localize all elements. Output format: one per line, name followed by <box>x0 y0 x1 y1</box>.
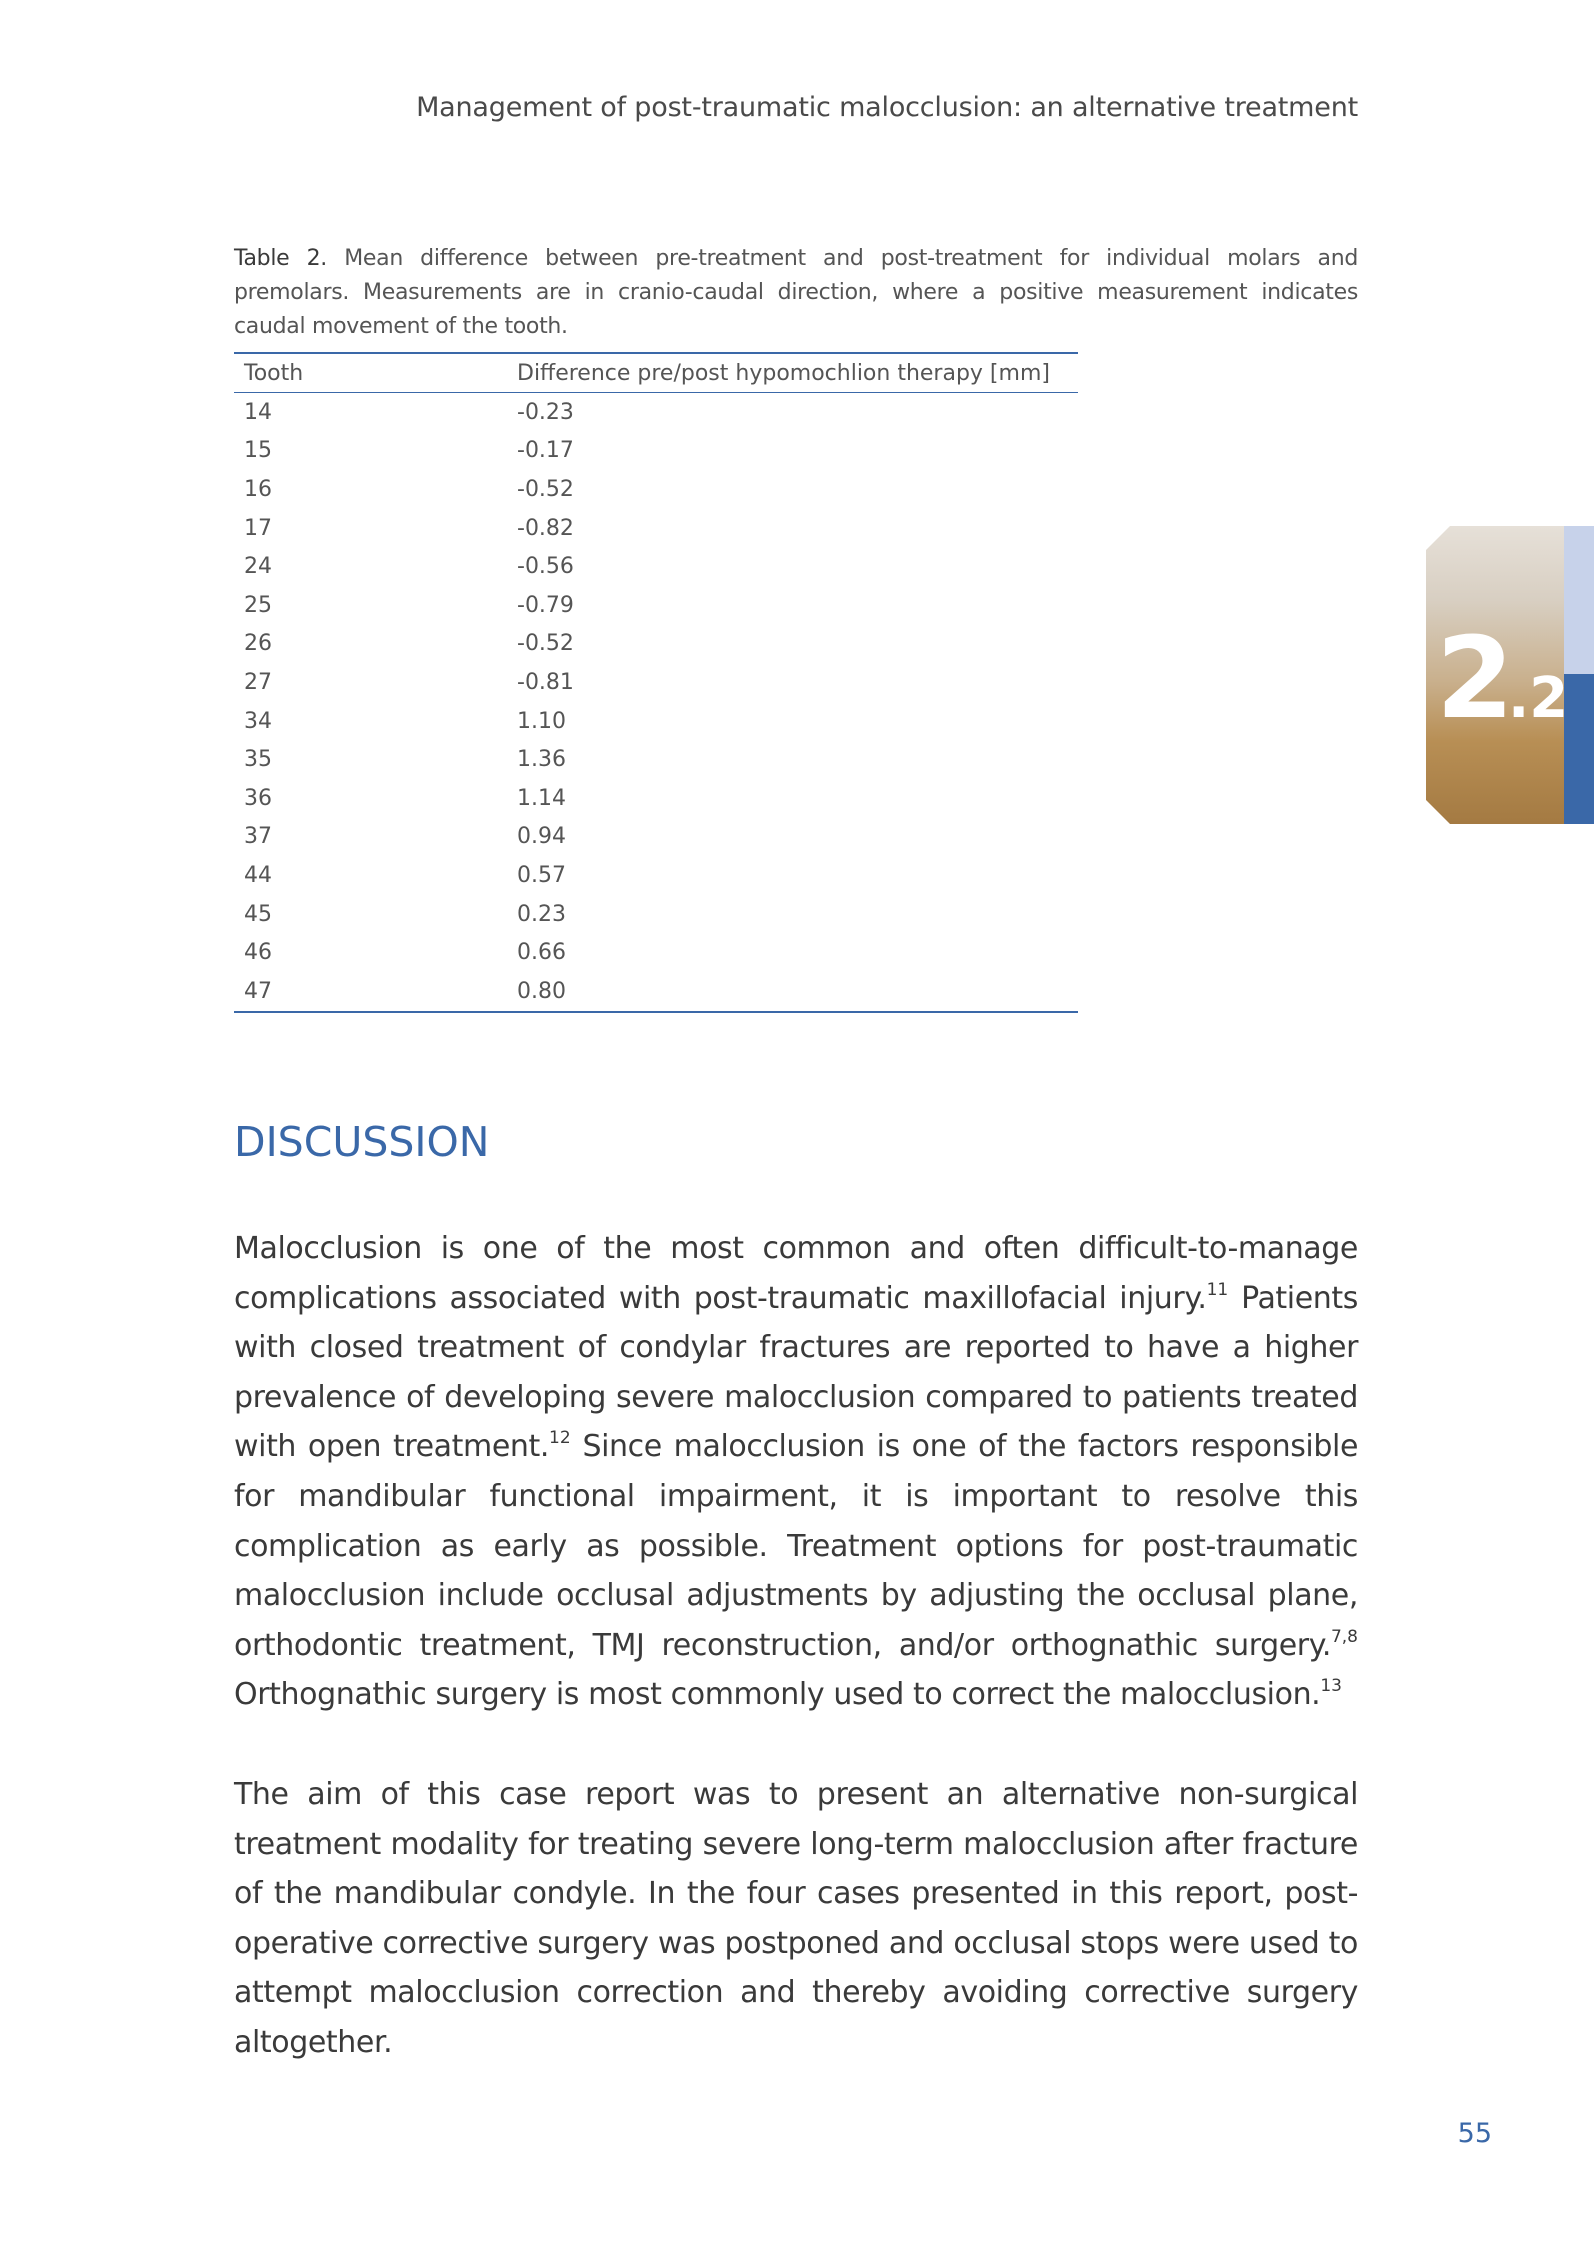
citation-ref: 12 <box>549 1428 571 1449</box>
cell-tooth: 46 <box>244 940 272 966</box>
cell-tooth: 36 <box>244 785 272 811</box>
table-row <box>234 818 1078 857</box>
table-header-row <box>234 353 1078 393</box>
table-caption <box>234 242 1358 344</box>
column-header-tooth: Tooth <box>234 353 507 393</box>
cell-difference: -0.52 <box>517 631 574 657</box>
paragraph-text: Orthognathic surgery is most commonly used to correct the malocclusion. <box>234 1677 1321 1713</box>
chapter-number <box>1436 614 1568 744</box>
column-header-difference: Difference pre/post hypomochlion therapy [mm] <box>507 353 1078 393</box>
cell-tooth: 15 <box>244 438 272 464</box>
cell-tooth: 44 <box>244 862 272 888</box>
discussion-paragraph-2: The aim of this case report was to present an alternative non-surgical treatment modality for treating severe long-term malocclusion after fracture of the mandibular condyle. In the four cases presented in this report, post-operative corrective surgery was postponed and occlusal stops were used to attempt malocclusion correction and thereby avoiding corrective surgery altogether. <box>234 1777 1358 2060</box>
table-row <box>234 470 1078 509</box>
table-caption-label: Table 2. <box>234 246 327 271</box>
cell-tooth: 26 <box>244 631 272 657</box>
table-row <box>234 779 1078 818</box>
cell-difference: -0.52 <box>517 476 574 502</box>
cell-tooth: 14 <box>244 399 272 425</box>
chapter-number-main: 2 <box>1436 614 1508 744</box>
page-number: 55 <box>1457 2118 1492 2149</box>
cell-difference: 0.94 <box>517 824 566 850</box>
table-row <box>234 895 1078 934</box>
cell-tooth: 34 <box>244 708 272 734</box>
table-row <box>234 547 1078 586</box>
table-row <box>234 625 1078 664</box>
cell-tooth: 37 <box>244 824 272 850</box>
cell-difference: 0.66 <box>517 940 566 966</box>
paragraph-text: Malocclusion is one of the most common and often difficult-to-manage complications associated with post-traumatic maxillofacial injury. <box>234 1231 1358 1316</box>
cell-difference: -0.81 <box>517 669 574 695</box>
cell-difference: -0.82 <box>517 515 574 541</box>
chapter-tab <box>1426 526 1594 824</box>
table-row <box>234 856 1078 895</box>
table-row <box>234 586 1078 625</box>
chapter-number-sub: .2 <box>1507 666 1569 731</box>
section-heading-discussion: DISCUSSION <box>234 1118 490 1166</box>
cell-difference: -0.56 <box>517 554 574 580</box>
paragraph-text: Since malocclusion is one of the factors responsible for mandibular functional impairment, it is important to resolve this complication as early as possible. Treatment options for post-traumatic malocclusion include occlusal adjustments by adjusting the occlusal plane, orthodontic treatment, TMJ reconstruction, and/or orthognathic surgery. <box>234 1429 1359 1663</box>
running-header: Management of post-traumatic malocclusion: an alternative treatment <box>416 92 1358 123</box>
cell-tooth: 25 <box>244 592 272 618</box>
cell-difference: -0.23 <box>517 399 574 425</box>
chapter-tab-bar-dark <box>1564 674 1594 824</box>
cell-difference: 0.23 <box>517 901 566 927</box>
cell-difference: 1.14 <box>517 785 566 811</box>
table-row <box>234 432 1078 471</box>
table-row <box>234 393 1078 432</box>
table-row <box>234 933 1078 972</box>
discussion-paragraph-1 <box>234 1224 1358 1720</box>
cell-difference: 1.10 <box>517 708 566 734</box>
table-caption-text: Mean difference between pre-treatment and post-treatment for individual molars and premolars. Measurements are in cranio-caudal direction, where a positive measurement indicates caudal movement of the tooth. <box>234 246 1359 339</box>
cell-tooth: 24 <box>244 554 272 580</box>
paragraph-text: Patients with closed treatment of condylar fractures are reported to have a higher prevalence of developing severe malocclusion compared to patients treated with open treatment. <box>234 1280 1358 1465</box>
cell-difference: 0.57 <box>517 862 566 888</box>
results-table <box>234 352 1078 1013</box>
chapter-tab-bar-light <box>1564 526 1594 674</box>
table-row <box>234 663 1078 702</box>
cell-tooth: 47 <box>244 978 272 1004</box>
table-row <box>234 972 1078 1012</box>
cell-tooth: 27 <box>244 669 272 695</box>
table-row <box>234 509 1078 548</box>
citation-ref: 13 <box>1320 1676 1342 1697</box>
cell-difference: -0.79 <box>517 592 574 618</box>
table-body <box>234 393 1078 1012</box>
cell-tooth: 17 <box>244 515 272 541</box>
cell-tooth: 16 <box>244 476 272 502</box>
citation-ref: 11 <box>1206 1279 1229 1300</box>
cell-tooth: 35 <box>244 747 272 773</box>
citation-ref: 7,8 <box>1330 1626 1358 1647</box>
cell-difference: -0.17 <box>517 438 574 464</box>
table-row <box>234 702 1078 741</box>
cell-difference: 1.36 <box>517 747 566 773</box>
cell-tooth: 45 <box>244 901 272 927</box>
cell-difference: 0.80 <box>517 978 566 1004</box>
table-row <box>234 740 1078 779</box>
